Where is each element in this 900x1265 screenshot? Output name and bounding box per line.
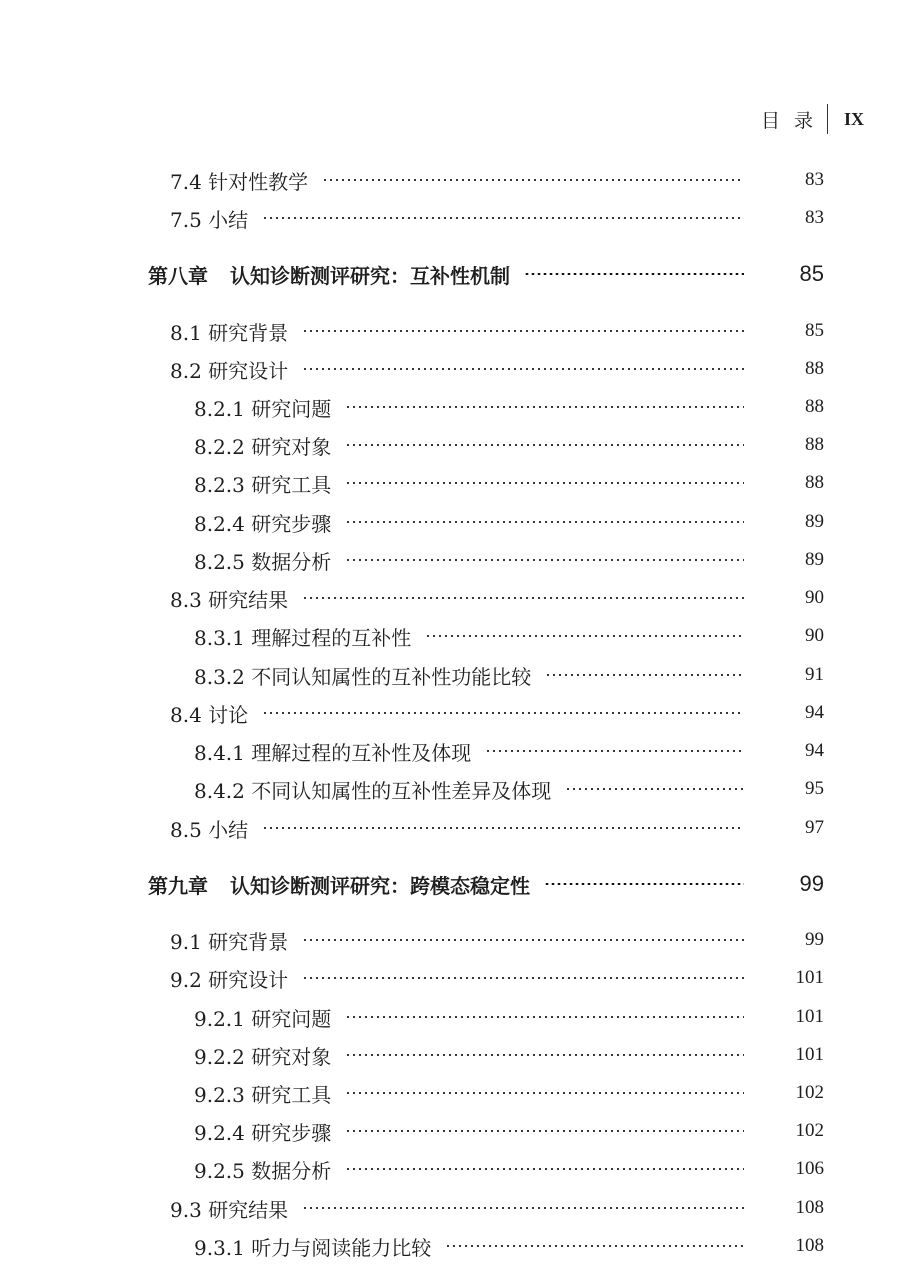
- toc-entry-title: 9.2.1 研究问题: [194, 1006, 332, 1031]
- toc-entry-title: 9.3 研究结果: [170, 1197, 289, 1222]
- toc-entry[interactable]: [0, 1231, 900, 1261]
- toc-entry[interactable]: [0, 1078, 900, 1108]
- dot-leader: [544, 883, 744, 885]
- toc-page-number: 85: [799, 261, 824, 286]
- header-char-1: 目: [760, 109, 780, 132]
- toc-page-number: 94: [805, 740, 824, 761]
- chapter-title: 认知诊断测评研究：互补性机制: [230, 263, 510, 288]
- toc-entry-title: 9.2.4 研究步骤: [194, 1120, 332, 1145]
- dot-leader: [345, 444, 744, 446]
- toc-page-number: 99: [805, 929, 824, 950]
- toc-entry[interactable]: [0, 165, 900, 195]
- toc-page-number: 106: [795, 1158, 824, 1179]
- chapter-label: 第九章: [148, 873, 208, 898]
- toc-entry[interactable]: [0, 1002, 900, 1032]
- toc-entry[interactable]: [0, 1193, 900, 1223]
- chapter-label: 第八章: [148, 263, 208, 288]
- toc-page-number: 89: [805, 549, 824, 570]
- toc-page-number: 88: [805, 396, 824, 417]
- toc-entry[interactable]: [0, 925, 900, 955]
- toc-page-number: 102: [795, 1082, 824, 1103]
- dot-leader: [345, 521, 744, 523]
- toc-entry-title: 7.5 小结: [170, 207, 249, 232]
- toc-entry[interactable]: [0, 583, 900, 613]
- dot-leader: [302, 977, 744, 979]
- dot-leader: [565, 788, 744, 790]
- dot-leader: [545, 674, 744, 676]
- toc-entry-title: 9.2.2 研究对象: [194, 1044, 332, 1069]
- toc-entry-title: 8.4.2 不同认知属性的互补性差异及体现: [194, 778, 552, 803]
- toc-entry-title: 9.2.5 数据分析: [194, 1158, 332, 1183]
- toc-page-number: 94: [805, 702, 824, 723]
- toc-page-number: 108: [795, 1235, 824, 1256]
- toc-entry-title: 9.3.1 听力与阅读能力比较: [194, 1235, 432, 1260]
- toc-page-number: 102: [795, 1120, 824, 1141]
- running-header-section-title: [761, 106, 813, 133]
- toc-chapter-entry[interactable]: [0, 259, 900, 289]
- toc-entry[interactable]: [0, 1116, 900, 1146]
- toc-page-number: 101: [795, 967, 824, 988]
- toc-entry-title: 8.3.2 不同认知属性的互补性功能比较: [194, 664, 532, 689]
- toc-entry-title: 8.4.1 理解过程的互补性及体现: [194, 740, 472, 765]
- toc-entry[interactable]: [0, 660, 900, 690]
- toc-page-number: 97: [805, 817, 824, 838]
- toc-entry-title: 8.3 研究结果: [170, 587, 289, 612]
- dot-leader: [345, 559, 744, 561]
- header-divider: [827, 104, 828, 134]
- dot-leader: [262, 217, 744, 219]
- toc-entry-title: 8.1 研究背景: [170, 320, 289, 345]
- toc-entry-title: 8.4 讨论: [170, 702, 249, 727]
- toc-entry[interactable]: [0, 468, 900, 498]
- dot-leader: [345, 1168, 744, 1170]
- toc-page-number: 83: [805, 169, 824, 190]
- toc-entry[interactable]: [0, 354, 900, 384]
- dot-leader: [445, 1245, 744, 1247]
- dot-leader: [345, 1092, 744, 1094]
- toc-entry-title: 8.5 小结: [170, 817, 249, 842]
- dot-leader: [302, 939, 744, 941]
- toc-page-number: 90: [805, 587, 824, 608]
- dot-leader: [345, 1130, 744, 1132]
- toc-page-number: 88: [805, 434, 824, 455]
- toc-entry[interactable]: [0, 545, 900, 575]
- toc-chapter-entry[interactable]: [0, 869, 900, 899]
- toc-entry-title: 8.2 研究设计: [170, 358, 289, 383]
- toc-page-number: 91: [805, 664, 824, 685]
- toc-page-number: 89: [805, 511, 824, 532]
- toc-page-number: 88: [805, 358, 824, 379]
- toc-entry[interactable]: [0, 621, 900, 651]
- dot-leader: [302, 597, 744, 599]
- dot-leader: [425, 635, 744, 637]
- dot-leader: [302, 1207, 744, 1209]
- toc-entry[interactable]: [0, 507, 900, 537]
- dot-leader: [302, 368, 744, 370]
- toc-entry-title: [148, 260, 510, 289]
- toc-entry[interactable]: [0, 698, 900, 728]
- toc-page-number: 101: [795, 1006, 824, 1027]
- toc-entry-title: 8.2.5 数据分析: [194, 549, 332, 574]
- toc-page-number: 99: [799, 871, 824, 896]
- toc-page-number: 83: [805, 207, 824, 228]
- toc-entry-title: [148, 870, 530, 899]
- toc-entry-title: 9.1 研究背景: [170, 929, 289, 954]
- toc-page-number: 95: [805, 778, 824, 799]
- toc-entry[interactable]: [0, 392, 900, 422]
- toc-entry[interactable]: [0, 736, 900, 766]
- toc-entry-title: 8.3.1 理解过程的互补性: [194, 625, 412, 650]
- toc-entry-title: 9.2.3 研究工具: [194, 1082, 332, 1107]
- dot-leader: [262, 712, 744, 714]
- toc-entry-title: 9.2 研究设计: [170, 967, 289, 992]
- dot-leader: [262, 827, 744, 829]
- toc-entry-title: 8.2.1 研究问题: [194, 396, 332, 421]
- dot-leader: [345, 482, 744, 484]
- toc-page-number: 101: [795, 1044, 824, 1065]
- toc-page-number: 108: [795, 1197, 824, 1218]
- toc-entry[interactable]: [0, 1154, 900, 1184]
- dot-leader: [345, 406, 744, 408]
- dot-leader: [345, 1054, 744, 1056]
- toc-entry[interactable]: [0, 963, 900, 993]
- dot-leader: [485, 750, 744, 752]
- toc-entry[interactable]: [0, 774, 900, 804]
- dot-leader: [302, 330, 744, 332]
- toc-entry-title: 7.4 针对性教学: [170, 169, 309, 194]
- page-number: IX: [843, 108, 864, 129]
- toc-entry[interactable]: [0, 203, 900, 233]
- toc-entry-title: 8.2.2 研究对象: [194, 434, 332, 459]
- dot-leader: [524, 273, 744, 275]
- toc-entry[interactable]: [0, 316, 900, 346]
- dot-leader: [345, 1016, 744, 1018]
- dot-leader: [322, 179, 744, 181]
- toc-page-number: 88: [805, 472, 824, 493]
- toc-page-number: 85: [805, 320, 824, 341]
- toc-entry-title: 8.2.3 研究工具: [194, 472, 332, 497]
- toc-entry[interactable]: [0, 430, 900, 460]
- toc-entry[interactable]: [0, 1040, 900, 1070]
- toc-entry-title: 8.2.4 研究步骤: [194, 511, 332, 536]
- toc-page-number: 90: [805, 625, 824, 646]
- toc-entry[interactable]: [0, 813, 900, 843]
- running-header: [761, 104, 864, 134]
- header-char-2: 录: [793, 109, 813, 132]
- chapter-title: 认知诊断测评研究：跨模态稳定性: [230, 873, 530, 898]
